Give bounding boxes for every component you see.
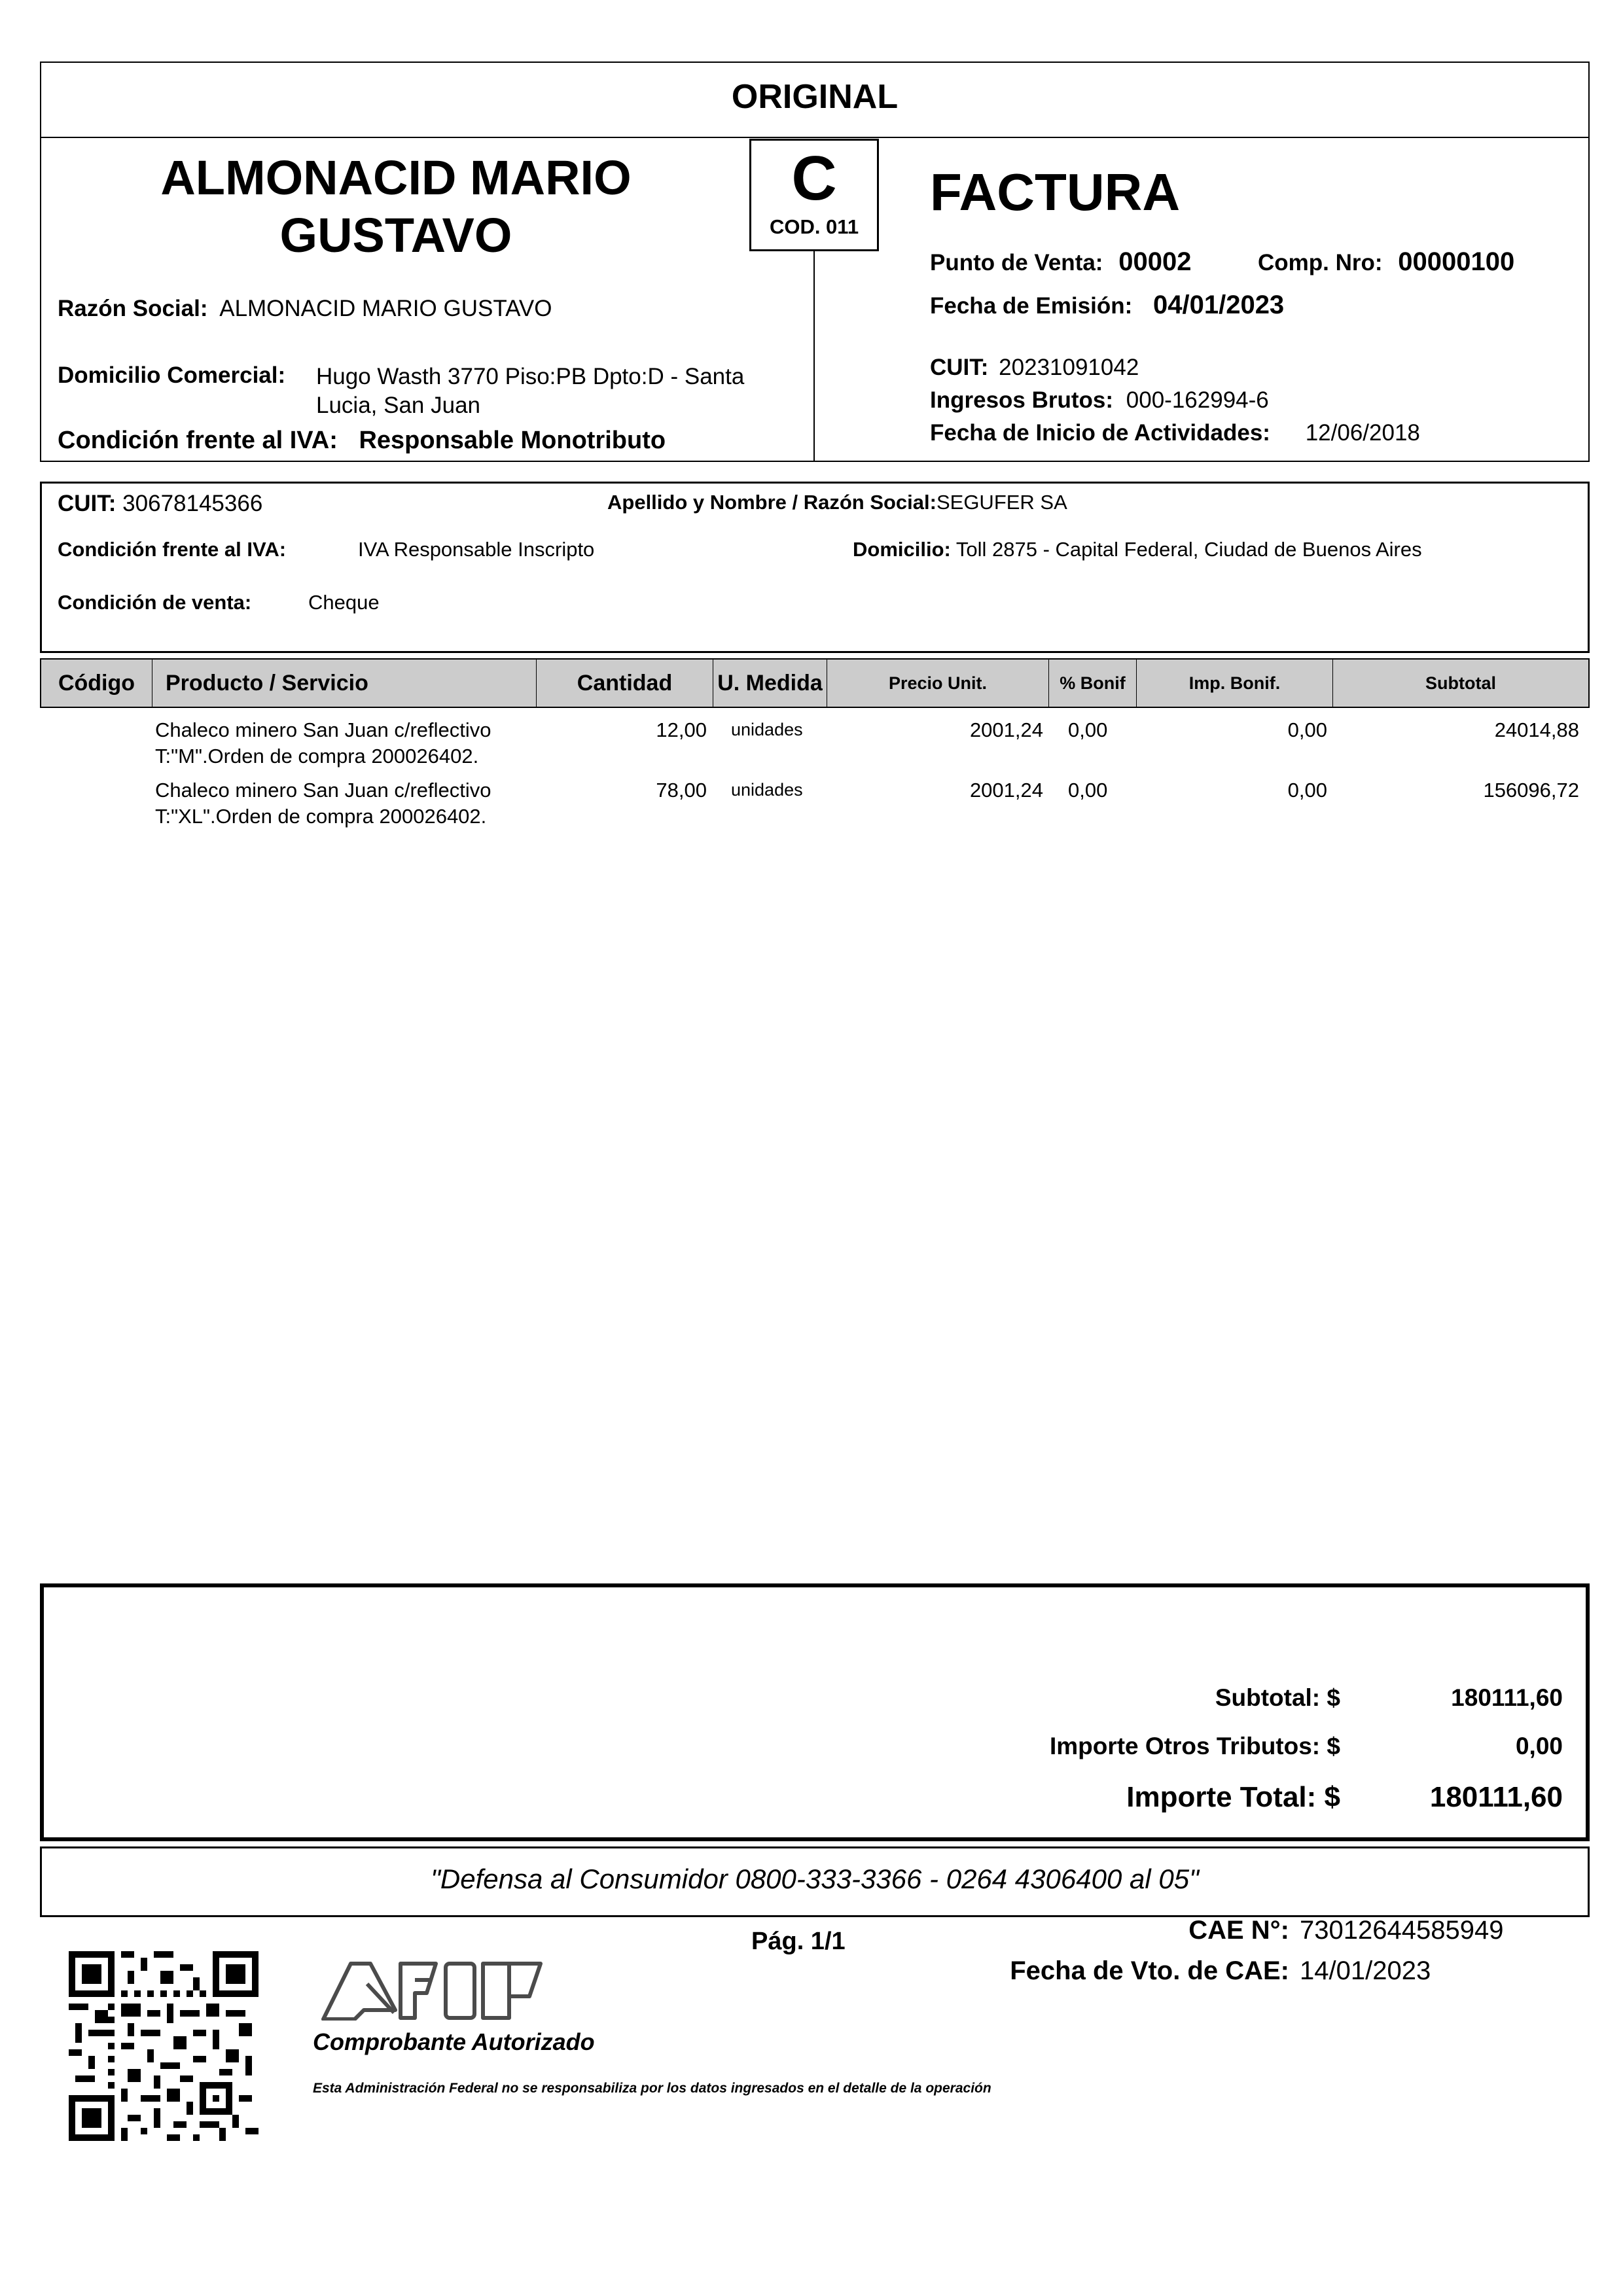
copy-label: ORIGINAL xyxy=(731,78,899,116)
subtotal-label: Subtotal: $ xyxy=(1215,1684,1340,1711)
row-bonif-imp: 0,00 xyxy=(1287,779,1327,802)
row-cantidad: 78,00 xyxy=(656,779,707,802)
totals-box xyxy=(40,1583,1590,1841)
col-producto: Producto / Servicio xyxy=(152,660,537,707)
row-unidad: unidades xyxy=(731,780,803,800)
page-number: Pág. 1/1 xyxy=(751,1928,846,1955)
col-precio: Precio Unit. xyxy=(827,660,1049,707)
cae-number: 73012644585949 xyxy=(1300,1916,1504,1945)
col-bonif-imp: Imp. Bonif. xyxy=(1137,660,1333,707)
issuer-razon-social: Razón Social: ALMONACID MARIO GUSTAVO xyxy=(58,296,552,321)
client-iva-label: Condición frente al IVA: xyxy=(58,538,287,561)
cae-vto-date: 14/01/2023 xyxy=(1300,1956,1431,1985)
invoice-type-box xyxy=(749,139,879,251)
row-unidad: unidades xyxy=(731,720,803,739)
header-divider xyxy=(40,137,1590,138)
invoice-type-code: COD. 011 xyxy=(769,215,859,238)
client-domicilio: Domicilio: Toll 2875 - Capital Federal, Ciudad de Buenos Aires xyxy=(853,538,1422,561)
fecha-emision: Fecha de Emisión: 04/01/2023 xyxy=(930,291,1285,319)
sale-condition: Cheque xyxy=(308,591,380,614)
row-cantidad: 12,00 xyxy=(656,718,707,741)
punto-de-venta: Punto de Venta: 00002 xyxy=(930,247,1192,276)
col-subtotal: Subtotal xyxy=(1425,673,1496,693)
issuer-domicilio: Hugo Wasth 3770 Piso:PB Dpto:D - Santa Lucia, San Juan xyxy=(316,364,745,418)
client-cuit: CUIT: 30678145366 xyxy=(58,491,263,516)
row-bonif-pct: 0,00 xyxy=(1068,718,1108,741)
items-table-header xyxy=(40,658,1590,708)
inicio-actividades: Fecha de Inicio de Actividades: 12/06/2018 xyxy=(930,420,1420,446)
col-cantidad: Cantidad xyxy=(537,660,713,707)
row-subtotal: 156096,72 xyxy=(1483,779,1579,802)
issuer-cuit: CUIT: 20231091042 xyxy=(930,355,1139,380)
cae-label: CAE N°: xyxy=(1188,1916,1289,1945)
row-product: Chaleco minero San Juan c/reflectivo T:"M".Orden de compra 200026402. xyxy=(155,718,491,768)
comprobante-numero: Comp. Nro: 00000100 xyxy=(1258,247,1515,276)
table-row xyxy=(0,717,1623,769)
row-precio: 2001,24 xyxy=(969,718,1043,741)
row-bonif-pct: 0,00 xyxy=(1068,779,1108,802)
authorized-label: Comprobante Autorizado xyxy=(313,2028,595,2055)
cae-vto-label: Fecha de Vto. de CAE: xyxy=(1010,1956,1289,1985)
table-row xyxy=(0,777,1623,830)
row-bonif-imp: 0,00 xyxy=(1287,718,1327,741)
client-iva-condition: IVA Responsable Inscripto xyxy=(358,538,595,561)
header-column-divider xyxy=(813,251,815,462)
row-subtotal: 24014,88 xyxy=(1494,718,1579,741)
ingresos-brutos: Ingresos Brutos: 000-162994-6 xyxy=(930,387,1269,413)
issuer-domicilio-label: Domicilio Comercial: xyxy=(58,362,286,388)
client-name: Apellido y Nombre / Razón Social:SEGUFER SA xyxy=(607,491,1067,514)
disclaimer: Esta Administración Federal no se responsabiliza por los datos ingresados en el detalle de la operación xyxy=(313,2081,991,2096)
subtotal-value: 180111,60 xyxy=(1451,1684,1563,1711)
col-codigo: Código xyxy=(41,660,152,707)
total-value: 180111,60 xyxy=(1429,1781,1563,1813)
issuer-name: ALMONACID MARIO GUSTAVO xyxy=(160,150,632,262)
invoice-title: FACTURA xyxy=(930,163,1181,221)
otros-tributos-value: 0,00 xyxy=(1515,1733,1563,1759)
col-bonif-pct: % Bonif xyxy=(1049,660,1137,707)
otros-tributos-label: Importe Otros Tributos: $ xyxy=(1049,1733,1340,1759)
consumer-notice: "Defensa al Consumidor 0800-333-3366 - 0264 4306400 al 05" xyxy=(431,1863,1199,1894)
total-label: Importe Total: $ xyxy=(1126,1781,1340,1813)
afip-logo-icon xyxy=(318,1960,554,2021)
qr-code-icon[interactable] xyxy=(69,1951,259,2141)
col-unidad: U. Medida xyxy=(713,660,827,707)
sale-condition-label: Condición de venta: xyxy=(58,591,252,614)
invoice-type-letter: C xyxy=(791,143,837,213)
row-product: Chaleco minero San Juan c/reflectivo T:"XL".Orden de compra 200026402. xyxy=(155,779,491,828)
row-precio: 2001,24 xyxy=(969,779,1043,802)
issuer-iva-condition: Condición frente al IVA: Responsable Monotributo xyxy=(58,427,666,454)
